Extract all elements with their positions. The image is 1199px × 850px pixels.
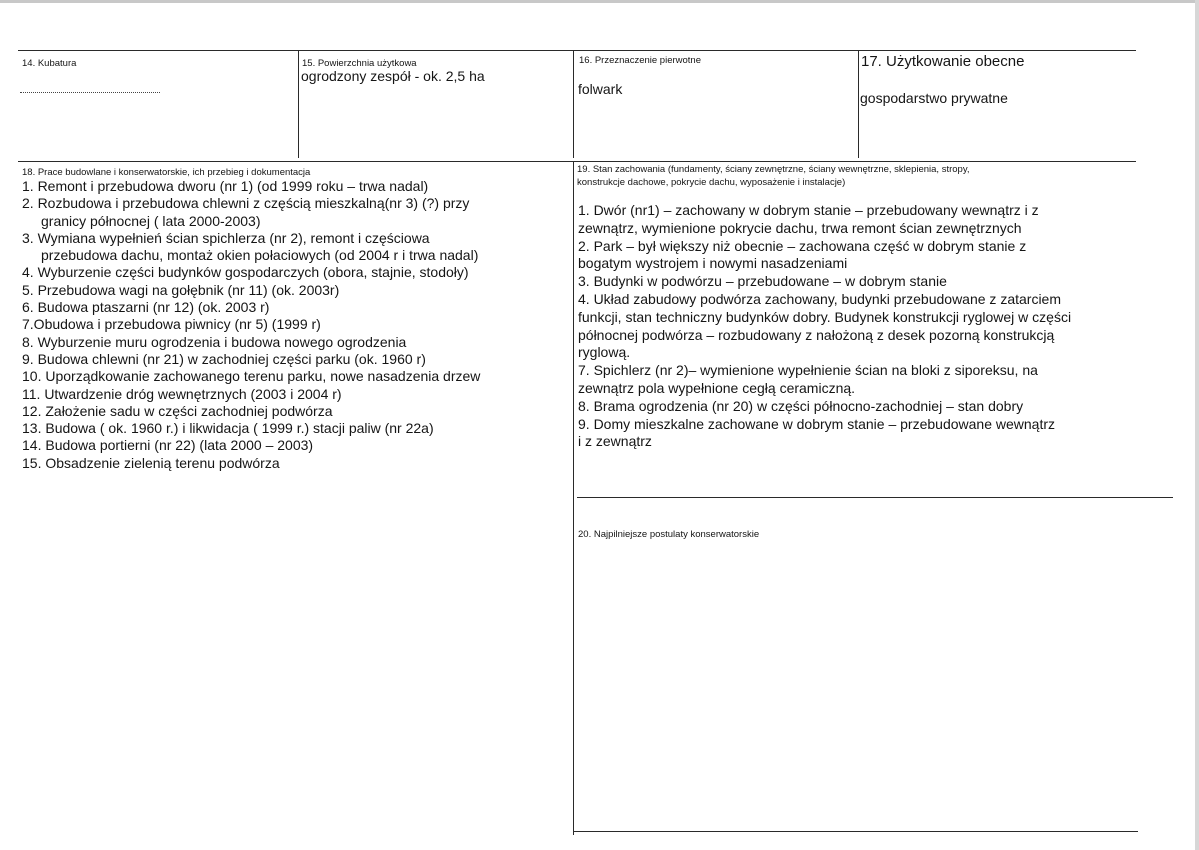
list-item [22, 368, 562, 385]
uzytkowanie-label: 17. Użytkowanie obecne [861, 53, 1025, 70]
list-item-text: 1. Remont i przebudowa dworu (nr 1) (od 1999 roku – trwa nadal) [22, 178, 429, 194]
list-item [22, 334, 562, 351]
list-item-text: 10. Uporządkowanie zachowanego terenu parku, nowe nasadzenia drzew [22, 368, 481, 385]
list-item-text: 9. Budowa chlewni (nr 21) w zachodniej części parku (ok. 1960 r) [22, 350, 426, 367]
list-item-text: 12. Założenie sadu w części zachodniej podwórza [22, 402, 333, 419]
prace-label: 18. Prace budowlane i konserwatorskie, ich przebieg i dokumentacja [22, 167, 311, 178]
stan-line: 9. Domy mieszkalne zachowane w dobrym stanie – przebudowane wewnątrz [578, 415, 1056, 432]
kubatura-value-line [20, 92, 160, 93]
list-item [22, 437, 562, 454]
stan-line: 2. Park – był większy niż obecnie – zachowana część w dobrym stanie z [578, 237, 1027, 254]
bottom-rule [573, 831, 1138, 832]
list-item [22, 386, 562, 403]
top-row-rule [18, 50, 1136, 51]
list-item-text: 11. Utwardzenie dróg wewnętrznych (2003 i 2004 r) [22, 385, 342, 402]
stan-line: zewnątrz pola wypełnione cegłą ceramiczną. [578, 379, 856, 396]
top-divider-3 [858, 50, 859, 158]
list-item-text: 5. Przebudowa wagi na gołębnik (nr 11) (ok. 2003r) [22, 281, 340, 298]
stan-line: i z zewnątrz [578, 433, 652, 450]
list-item-text: 6. Budowa ptaszarni (nr 12) (ok. 2003 r) [22, 299, 270, 316]
list-item-text: 4. Wyburzenie części budynków gospodarczych (obora, stajnie, stodoły) [22, 264, 469, 281]
list-item-text: 7.Obudowa i przebudowa piwnicy (nr 5) (1999 r) [22, 316, 321, 333]
scan-edge-right [1195, 0, 1199, 850]
list-item [22, 195, 562, 230]
list-item [22, 230, 562, 265]
list-item-text: 8. Wyburzenie muru ogrodzenia i budowa nowego ogrodzenia [22, 333, 407, 350]
postulaty-rule [577, 497, 1173, 498]
list-item [22, 455, 562, 472]
prace-list [22, 178, 562, 472]
stan-label-line2: konstrukcje dachowe, pokrycie dachu, wyposażenie i instalacje) [577, 177, 846, 188]
stan-line: ryglową. [578, 344, 631, 361]
stan-line: funkcji, stan techniczny budynków dobry. Budynek konstrukcji ryglowej w części [578, 308, 1072, 325]
stan-line: 3. Budynki w podwórzu – przebudowane – w dobrym stanie [578, 273, 947, 290]
stan-line: 7. Spichlerz (nr 2)– wymienione wypełnienie ścian na bloki z siporeksu, na [578, 362, 1038, 379]
stan-line: 4. Układ zabudowy podwórza zachowany, budynki przebudowane z zatarciem [578, 290, 1062, 307]
list-item [22, 264, 562, 281]
przeznaczenie-value: folwark [578, 81, 623, 97]
stan-line: bogatym wystrojem i nowymi nasadzeniami [578, 255, 848, 272]
list-item-continuation: granicy północnej ( lata 2000-2003) [41, 212, 261, 229]
list-item [22, 351, 562, 368]
top-divider-2 [573, 50, 574, 158]
middle-divider [573, 161, 574, 835]
uzytkowanie-value: gospodarstwo prywatne [860, 90, 1008, 106]
list-item-continuation: przebudowa dachu, montaż okien połaciowych (od 2004 r i trwa nadal) [41, 247, 479, 264]
stan-label-line1: 19. Stan zachowania (fundamenty, ściany zewnętrzne, ściany wewnętrzne, sklepienia, stropy, [577, 164, 970, 175]
list-item [22, 282, 562, 299]
middle-row-rule [18, 161, 1136, 162]
powierzchnia-value: ogrodzony zespół - ok. 2,5 ha [301, 68, 485, 84]
stan-line: 8. Brama ogrodzenia (nr 20) w części północno-zachodniej – stan dobry [578, 397, 1024, 414]
list-item-text: 2. Rozbudowa i przebudowa chlewni z częścią mieszkalną(nr 3) (?) przy [22, 195, 470, 212]
list-item-text: 13. Budowa ( ok. 1960 r.) i likwidacja ( 1999 r.) stacji paliw (nr 22a) [22, 420, 434, 437]
stan-line: 1. Dwór (nr1) – zachowany w dobrym stanie – przebudowany wewnątrz i z [578, 202, 1039, 218]
list-item [22, 178, 562, 195]
przeznaczenie-label: 16. Przeznaczenie pierwotne [579, 55, 701, 66]
list-item-text: 15. Obsadzenie zielenią terenu podwórza [22, 454, 280, 471]
list-item [22, 420, 562, 437]
stan-text [578, 202, 1138, 451]
list-item [22, 316, 562, 333]
list-item [22, 299, 562, 316]
postulaty-label: 20. Najpilniejsze postulaty konserwatorskie [578, 529, 760, 540]
list-item-text: 3. Wymiana wypełnień ścian spichlerza (nr 2), remont i częściowa [22, 229, 430, 246]
list-item [22, 403, 562, 420]
stan-line: północnej podwórza – rozbudowany z nałożoną z desek pozorną konstrukcją [578, 326, 1055, 343]
powierzchnia-label: 15. Powierzchnia użytkowa [302, 58, 417, 69]
kubatura-label: 14. Kubatura [22, 58, 77, 69]
top-divider-1 [298, 50, 299, 158]
list-item-text: 14. Budowa portierni (nr 22) (lata 2000 – 2003) [22, 437, 314, 454]
stan-line: zewnątrz, wymienione pokrycie dachu, trwa remont ścian zewnętrznych [578, 219, 1022, 236]
scan-edge-top [0, 0, 1199, 3]
